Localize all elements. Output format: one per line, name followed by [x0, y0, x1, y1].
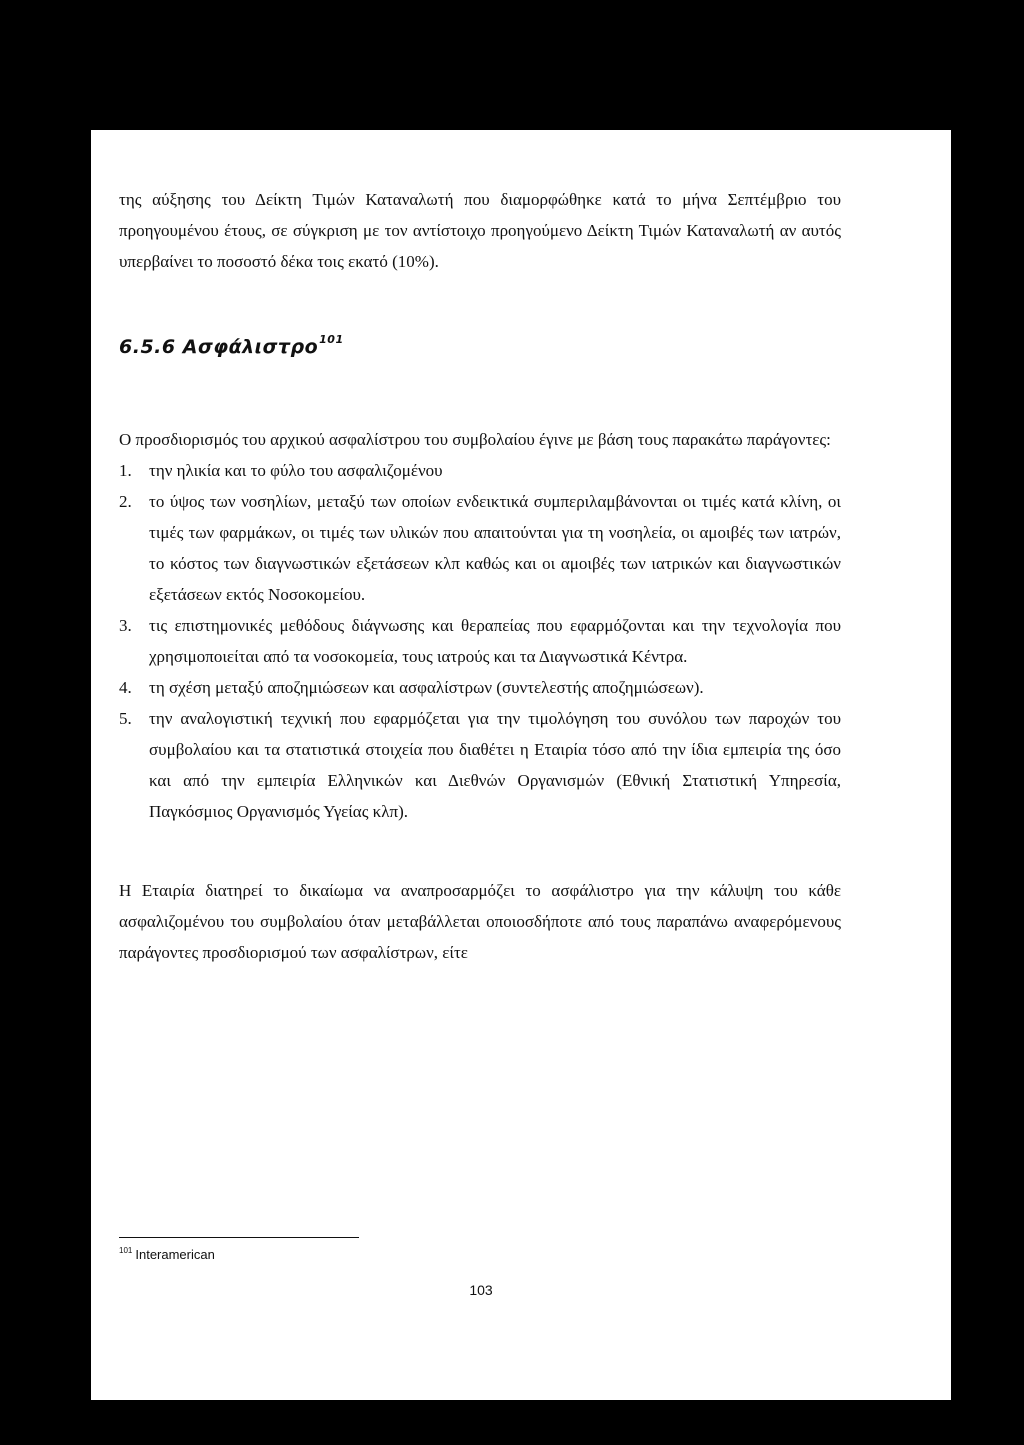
footnote-text: Interamerican: [135, 1247, 215, 1262]
section-heading: [119, 325, 841, 362]
factors-intro-paragraph: Ο προσδιορισμός του αρχικού ασφαλίστρου του συμβολαίου έγινε με βάση τους παρακάτω παράγοντες:: [119, 430, 831, 449]
footnote-ref: 101: [119, 1246, 133, 1255]
list-item-number: 1.: [119, 461, 132, 480]
list-item-number: 5.: [119, 709, 132, 728]
list-item-text: την ηλικία και το φύλο του ασφαλιζομένου: [149, 461, 443, 480]
list-item-text: τη σχέση μεταξύ αποζημιώσεων και ασφαλίστρων (συντελεστής αποζημιώσεων).: [149, 678, 704, 697]
document-page: [91, 130, 951, 1400]
factors-list: [119, 455, 841, 827]
footnote: [119, 1242, 215, 1264]
list-item: [119, 610, 841, 672]
list-item-number: 2.: [119, 492, 132, 511]
list-item: [119, 486, 841, 610]
list-item: [119, 672, 841, 703]
list-item-text: την αναλογιστική τεχνική που εφαρμόζεται για την τιμολόγηση του συνόλου των παροχών του συμβολαίου και τα στατιστικά στοιχεία που διαθέτει η Εταιρία τόσο από την ίδια εμπειρία της όσο και από την εμπειρία Ελληνικών και Διεθνών Οργανισμών (Εθνική Στατιστική Υπηρεσία, Παγκόσμιος Οργανισμός Υγείας κλπ).: [149, 709, 841, 821]
list-item: [119, 703, 841, 827]
section-footnote-ref: 101: [319, 333, 344, 346]
page-number: 103: [469, 1282, 493, 1298]
list-item-number: 3.: [119, 616, 132, 635]
list-item-text: τις επιστημονικές μεθόδους διάγνωσης και θεραπείας που εφαρμόζονται και την τεχνολογία που χρησιμοποιείται από τα νοσοκομεία, τους ιατρούς και τα Διαγνωστικά Κέντρα.: [149, 616, 841, 666]
list-item-number: 4.: [119, 678, 132, 697]
page-content: [119, 184, 841, 968]
list-item-text: το ύψος των νοσηλίων, μεταξύ των οποίων ενδεικτικά συμπεριλαμβάνονται οι τιμές κατά κλίνη, οι τιμές των φαρμάκων, οι τιμές των υλικών που απαιτούνται για τη νοσηλεία, οι αμοιβές των ιατρών, το κόστος των διαγνωστικών εξετάσεων κλπ καθώς και οι αμοιβές των ιατρικών και διαγνωστικών εξετάσεων εκτός Νοσοκομείου.: [149, 492, 841, 604]
list-item: [119, 455, 841, 486]
closing-paragraph: Η Εταιρία διατηρεί το δικαίωμα να αναπροσαρμόζει το ασφάλιστρο για την κάλυψη του κάθε ασφαλιζομένου του συμβολαίου όταν μεταβάλλεται οποιοσδήποτε από τους παραπάνω αναφερόμενους παράγοντες προσδιορισμού των ασφαλίστρων, είτε: [119, 881, 841, 962]
footnote-divider: [119, 1237, 359, 1238]
section-number: 6.5.6: [119, 336, 176, 358]
section-title: Ασφάλιστρο: [182, 336, 319, 358]
intro-paragraph: της αύξησης του Δείκτη Τιμών Καταναλωτή που διαμορφώθηκε κατά το μήνα Σεπτέμβριο του προηγουμένου έτους, σε σύγκριση με τον αντίστοιχο προηγούμενο Δείκτη Τιμών Καταναλωτή αν αυτός υπερβαίνει το ποσοστό δέκα τοις εκατό (10%).: [119, 190, 841, 271]
